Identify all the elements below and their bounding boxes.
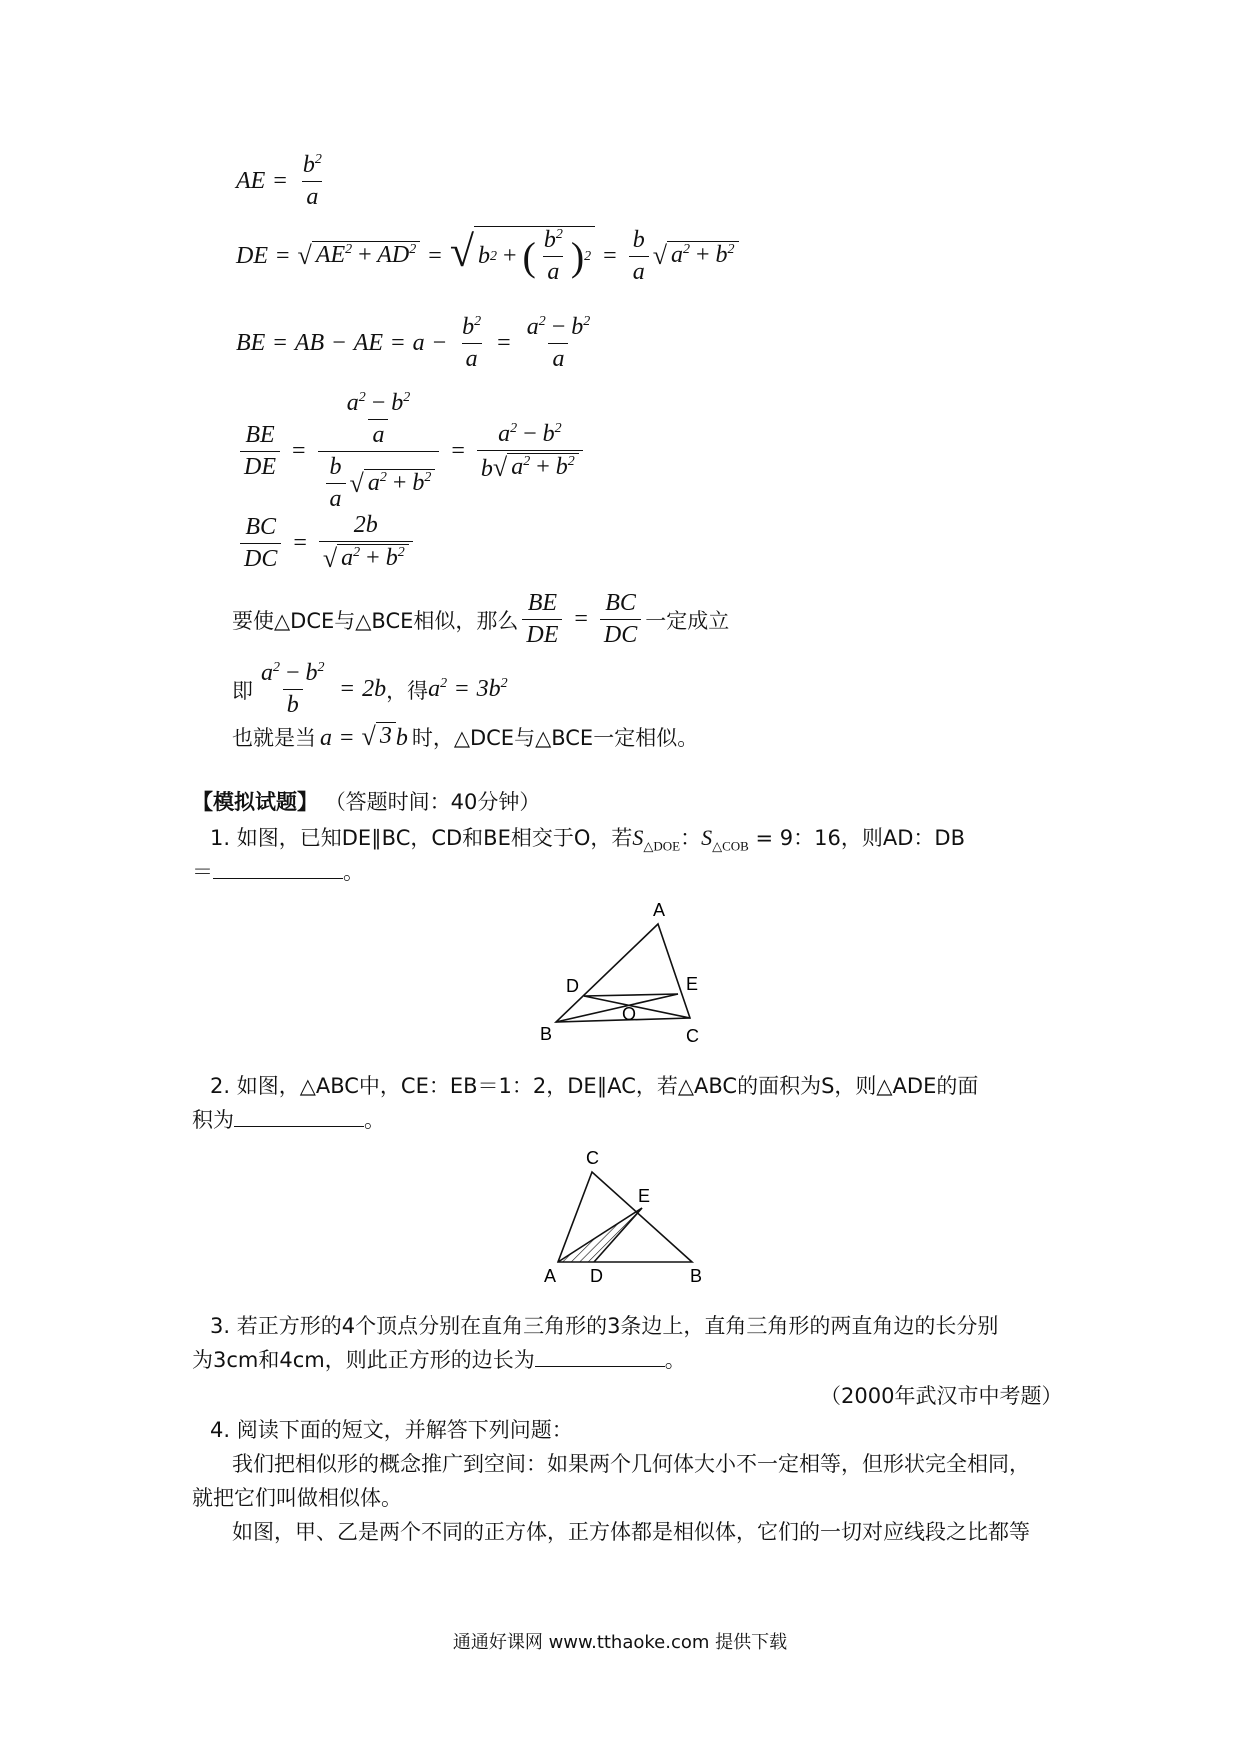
conclusion-line: 也就是当 a = √ 3 b 时，△DCE与△BCE一定相似。 — [232, 722, 699, 751]
question-2: 2. 如图，△ABC中，CE：EB＝1：2，DE∥AC，若△ABC的面积为S，则△ADE的面 — [210, 1074, 979, 1098]
question-4-para-2: 如图，甲、乙是两个不同的正方体，正方体都是相似体，它们的一切对应线段之比都等 — [232, 1520, 1030, 1544]
section-subtitle: （答题时间：40分钟） — [324, 790, 541, 814]
answer-blank-2[interactable] — [234, 1108, 364, 1127]
question-2-answer-line: 积为 。 — [192, 1108, 385, 1132]
question-1: 1. 如图，已知DE∥BC，CD和BE相交于O，若$S_{\triangle DOE}$：$S_{\triangle COB} = 9$：16，则AD：DB — [210, 825, 965, 854]
equation-be-de: $\frac{BE}{DE}$ = $\frac{a^2 - b^2}{a}$ $\frac{b}{a}$ √ $a^2 + b^2$ = $a^2 - b^2$ b √ $a^2 + b^2$ — [236, 390, 587, 513]
question-1-answer-line: ＝ 。 — [192, 860, 364, 884]
section-title: 【模拟试题】 — [192, 790, 318, 814]
label-d: D — [590, 1266, 603, 1286]
segment-eb — [556, 994, 678, 1022]
question-3-answer-line: 为3cm和4cm，则此正方形的边长为 。 — [192, 1348, 686, 1372]
label-e: E — [686, 974, 699, 994]
question-3-source: （2000年武汉市中考题） — [820, 1384, 1063, 1408]
label-o: O — [622, 1004, 637, 1024]
segment-de — [584, 994, 678, 996]
label-c: C — [686, 1026, 699, 1046]
question-4-para-1-cont: 就把它们叫做相似体。 — [192, 1486, 402, 1510]
equation-de: DE = √ $AE^2 + AD^2$ = √ b 2 + ( $\frac{b^2}{a}$ ) 2 = $\frac{b}{a}$ √ $a^2 + b^2$ — [236, 226, 739, 286]
figure-q2-triangle — [530, 1150, 730, 1290]
answer-blank-3[interactable] — [535, 1348, 665, 1367]
figure-q1-triangle — [530, 900, 730, 1060]
label-a: A — [653, 900, 666, 920]
label-e: E — [638, 1186, 651, 1206]
question-4-intro: 4. 阅读下面的短文，并解答下列问题： — [210, 1418, 573, 1442]
label-c: C — [586, 1150, 599, 1168]
label-d: D — [566, 976, 579, 996]
label-b: B — [540, 1024, 553, 1044]
derivation-line: 即 $\frac{a^2 - b^2}{b}$ = 2b ，得 $a^2 = 3b^2$ — [232, 660, 508, 718]
equation-bc-dc: $\frac{BC}{DC}$ = 2b √ $a^2 + b^2$ — [236, 512, 417, 574]
label-a: A — [544, 1266, 557, 1286]
similarity-condition-line: 要使△DCE与△BCE相似，那么 $\frac{BE}{DE}$ = $\frac{BC}{DC}$ 一定成立 — [232, 590, 730, 648]
segment-dc — [584, 996, 690, 1018]
equation-be: BE = AB − AE = a − $\frac{b^2}{a}$ = $\frac{a^2 - b^2}{a}$ — [236, 314, 591, 372]
answer-blank-1[interactable] — [213, 860, 343, 879]
question-3: 3. 若正方形的4个顶点分别在直角三角形的3条边上，直角三角形的两直角边的长分别 — [210, 1314, 999, 1338]
equation-ae: AE = $\frac{b^2}{a}$ — [236, 152, 322, 210]
label-b: B — [690, 1266, 703, 1286]
question-4-para-1: 我们把相似形的概念推广到空间：如果两个几何体大小不一定相等，但形状完全相同， — [232, 1452, 1030, 1476]
section-heading — [192, 786, 540, 820]
page-footer: 通通好课网 www.tthaoke.com 提供下载 — [452, 1632, 788, 1653]
